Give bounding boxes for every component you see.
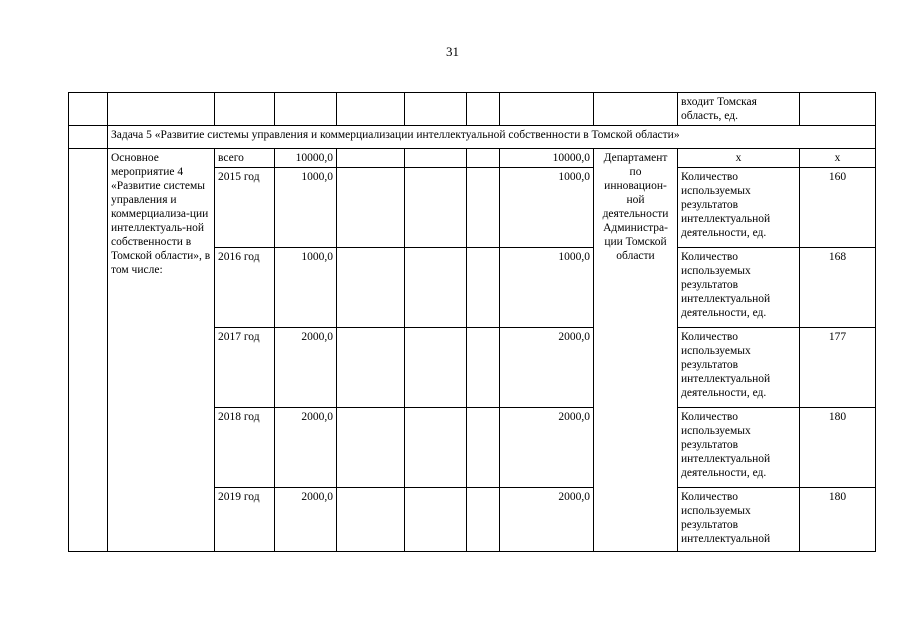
value-cell: 180 (800, 408, 876, 488)
period-cell: всего (215, 149, 275, 168)
period-cell: 2018 год (215, 408, 275, 488)
value-cell: 160 (800, 168, 876, 248)
executor-cell: Департамент по инновацион-ной деятельности Администра-ции Томской области (594, 149, 678, 552)
table-row-continuation (69, 93, 876, 126)
total-cell: 2000,0 (275, 328, 337, 408)
value-cell: 180 (800, 488, 876, 552)
program-table (68, 92, 876, 552)
table-row (69, 149, 876, 168)
budget-cell: 1000,0 (500, 248, 594, 328)
total-cell: 1000,0 (275, 168, 337, 248)
period-cell: 2017 год (215, 328, 275, 408)
indicator-cell: Количество используемых результатов интеллектуальной деятельности, ед. (678, 248, 800, 328)
budget-cell: 2000,0 (500, 488, 594, 552)
measure-name: Основное мероприятие 4 «Развитие системы управления и коммерциализа-ции интеллектуаль-ной собственности в Томской области», в том числе: (108, 149, 215, 552)
table-row-task (69, 126, 876, 149)
total-cell: 2000,0 (275, 408, 337, 488)
indicator-cell: входит Томская область, ед. (678, 93, 800, 126)
period-cell: 2019 год (215, 488, 275, 552)
total-cell: 10000,0 (275, 149, 337, 168)
indicator-cell: х (678, 149, 800, 168)
indicator-cell: Количество используемых результатов интеллектуальной деятельности, ед. (678, 168, 800, 248)
budget-cell: 1000,0 (500, 168, 594, 248)
indicator-cell: Количество используемых результатов интеллектуальной деятельности, ед. (678, 408, 800, 488)
total-cell: 2000,0 (275, 488, 337, 552)
indicator-cell: Количество используемых результатов интеллектуальной деятельности, ед. (678, 328, 800, 408)
period-cell: 2015 год (215, 168, 275, 248)
budget-cell: 2000,0 (500, 408, 594, 488)
value-cell: 177 (800, 328, 876, 408)
period-cell: 2016 год (215, 248, 275, 328)
task-heading: Задача 5 «Развитие системы управления и коммерциализации интеллектуальной собственности в Томской области» (108, 126, 876, 149)
indicator-cell: Количество используемых результатов интеллектуальной (678, 488, 800, 552)
budget-cell: 2000,0 (500, 328, 594, 408)
value-cell: х (800, 149, 876, 168)
total-cell: 1000,0 (275, 248, 337, 328)
budget-cell: 10000,0 (500, 149, 594, 168)
page-number: 31 (446, 44, 459, 59)
value-cell: 168 (800, 248, 876, 328)
